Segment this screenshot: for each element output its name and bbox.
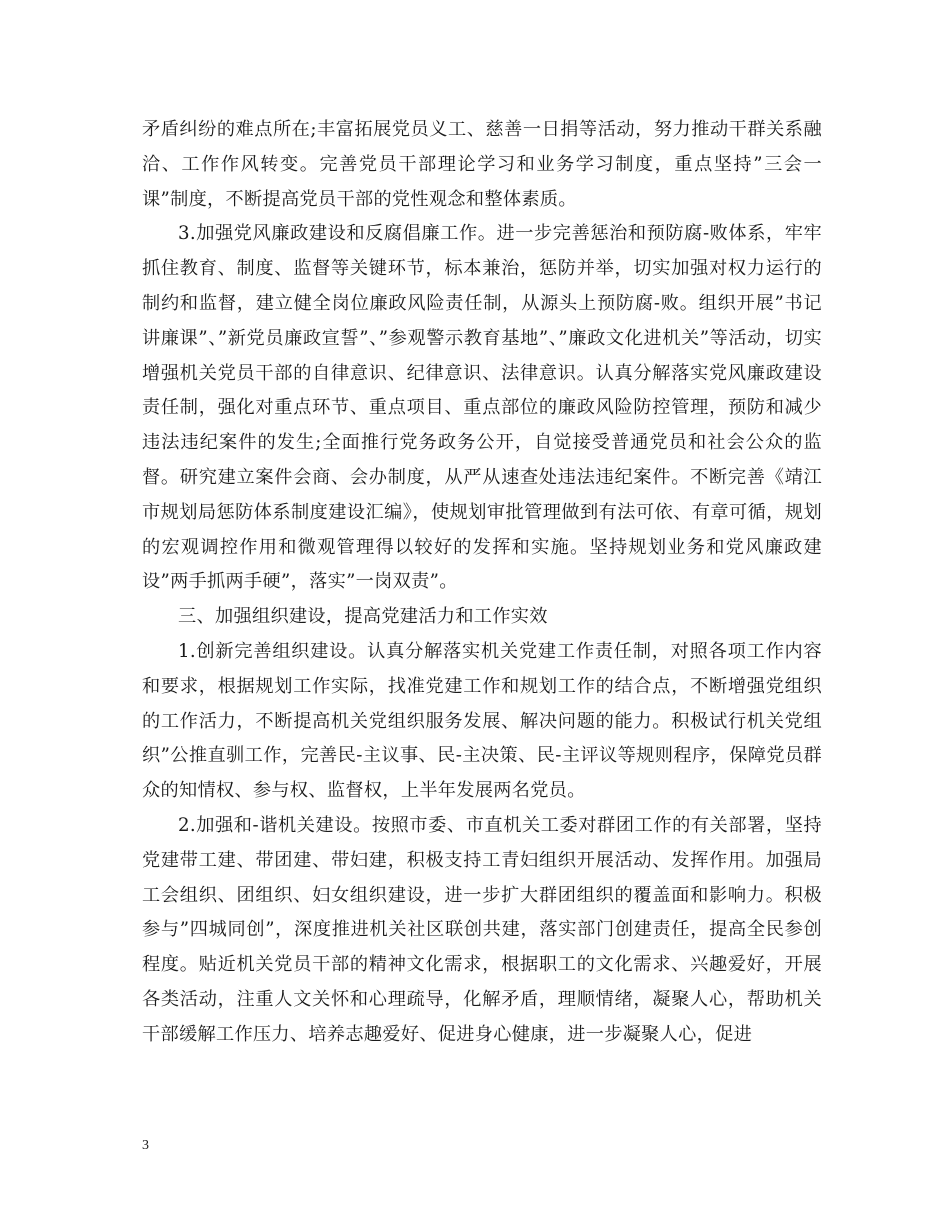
paragraph-anticorruption: 3.加强党风廉政建设和反腐倡廉工作。进一步完善惩治和预防腐-败体系，牢牢抓住教育、制度、监督等关键环节，标本兼治，惩防并举，切实加强对权力运行的制约和监督，建立健全岗位廉政风险责任制，从源头上预防腐-败。组织开展”书记讲廉课”、”新党员廉政宣誓”、”参观警示教育基地”、”廉政文化进机关”等活动，切实增强机关党员干部的自律意识、纪律意识、法律意识。认真分解落实党风廉政建设责任制，强化对重点环节、重点项目、重点部位的廉政风险防控管理，预防和减少违法违纪案件的发生;全面推行党务政务公开，自觉接受普通党员和社会公众的监督。研究建立案件会商、会办制度，从严从速查处违法违纪案件。不断完善《靖江市规划局惩防体系制度建设汇编》，使规划审批管理做到有法可依、有章可循，规划的宏观调控作用和微观管理得以较好的发挥和实施。坚持规划业务和党风廉政建设”两手抓两手硬”，落实”一岗双责”。 xyxy=(142,223,822,593)
paragraph-harmonious-organ: 2.加强和-谐机关建设。按照市委、市直机关工委对群团工作的有关部署，坚持党建带工建、带团建、带妇建，积极支持工青妇组织开展活动、发挥作用。加强局工会组织、团组织、妇女组织建设，进一步扩大群团组织的覆盖面和影响力。积极参与”四城同创”，深度推进机关社区联创共建，落实部门创建责任，提高全民参创程度。贴近机关党员干部的精神文化需求，根据职工的文化需求、兴趣爱好，开展各类活动，注重人文关怀和心理疏导，化解矛盾，理顺情绪，凝聚人心，帮助机关干部缓解工作压力、培养志趣爱好、促进身心健康，进一步凝聚人心，促进 xyxy=(142,814,822,1045)
page-number: 3 xyxy=(142,1138,149,1153)
paragraph-organization-building: 1.创新完善组织建设。认真分解落实机关党建工作责任制，对照各项工作内容和要求，根据规划工作实际，找准党建工作和规划工作的结合点，不断增强党组织的工作活力，不断提高机关党组织服务发展、解决问题的能力。积极试行机关党组织”公推直驯工作，完善民-主议事、民-主决策、民-主评议等规则程序，保障党员群众的知情权、参与权、监督权，上半年发展两名党员。 xyxy=(142,640,822,802)
document-body xyxy=(142,113,822,1053)
paragraph-continuation: 矛盾纠纷的难点所在;丰富拓展党员义工、慈善一日捐等活动，努力推动干群关系融洽、工作作风转变。完善党员干部理论学习和业务学习制度，重点坚持”三会一课”制度，不断提高党员干部的党性观念和整体素质。 xyxy=(142,119,822,210)
section-heading-organization: 三、加强组织建设，提高党建活力和工作实效 xyxy=(178,606,548,628)
